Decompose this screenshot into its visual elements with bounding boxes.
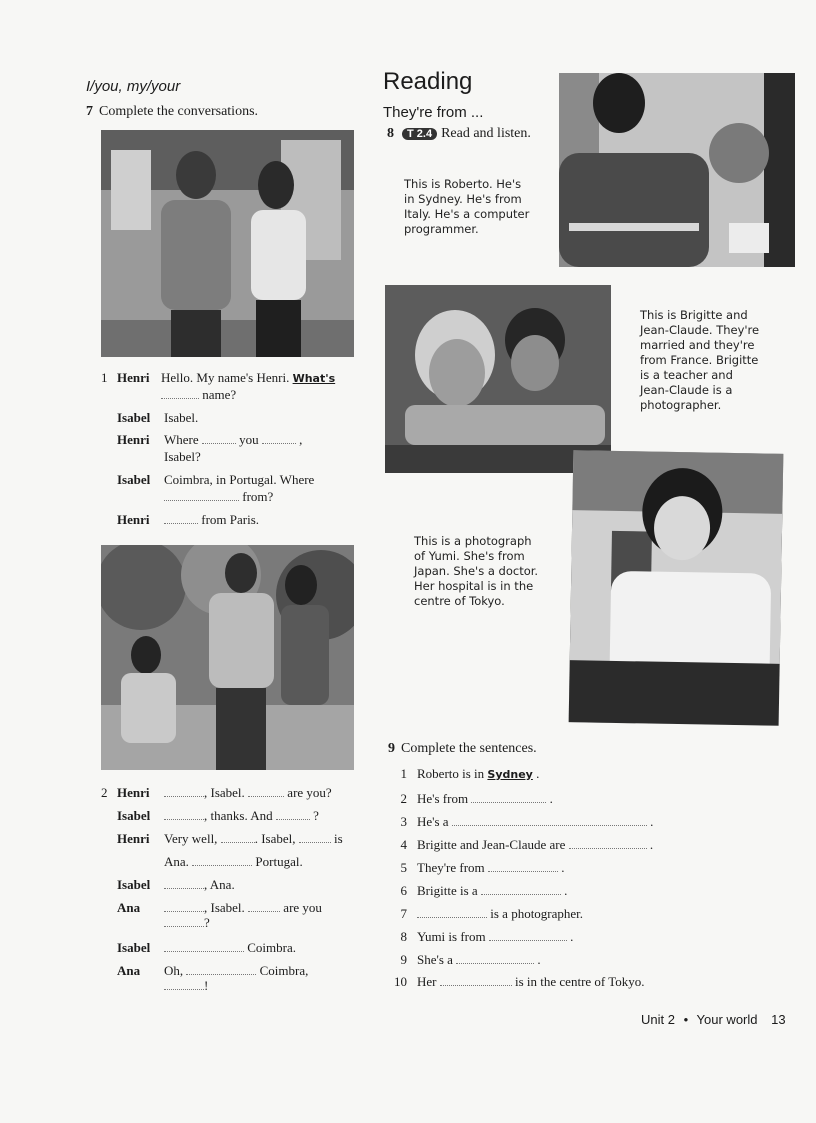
photo-yumi — [569, 450, 784, 726]
line-text: ! — [164, 977, 208, 994]
line-text: ? — [164, 914, 210, 931]
line-text: Where you , — [164, 432, 303, 447]
handwritten-answer: Sydney — [487, 768, 533, 781]
line-text: Very well, . Isabel, is — [164, 831, 343, 846]
exercise-9-instruction: 9 Complete the sentences. — [388, 741, 537, 756]
caption-yumi: This is a photograph of Yumi. She's from Japan. She's a doctor. Her hospital is in the centre of Tokyo. — [414, 534, 539, 608]
speaker: Henri — [117, 831, 150, 846]
page-footer — [641, 1012, 786, 1027]
line-text: Isabel. — [164, 410, 199, 425]
line-text: Hello. My name's Henri. What's — [161, 370, 336, 385]
unit-title: Your world — [696, 1012, 758, 1027]
line-text: Oh, Coimbra, — [164, 963, 309, 978]
photo-henri-isabel-ana — [101, 545, 354, 770]
unit-label: Unit 2 — [641, 1012, 675, 1027]
page-number: 13 — [771, 1012, 786, 1027]
line-text: Coimbra, in Portugal. Where — [164, 472, 315, 487]
exercise-8-instruction: 8 T 2.4 Read and listen. — [387, 126, 531, 141]
line-text: , Isabel. are you? — [164, 784, 332, 801]
conv-number: 1 — [101, 370, 108, 385]
speaker: Henri — [117, 432, 150, 447]
caption-roberto: This is Roberto. He's in Sydney. He's from Italy. He's a computer programmer. — [404, 177, 530, 236]
conv-number: 2 — [101, 785, 108, 800]
line-text: from? — [164, 488, 273, 505]
speaker: Isabel — [117, 940, 151, 955]
photo-brigitte-jean-claude — [385, 285, 611, 473]
exercise-7-instruction: 7 Complete the conversations. — [86, 104, 259, 119]
handwritten-answer: What's — [292, 372, 336, 385]
conversation-2 — [101, 784, 363, 999]
line-text: , thanks. And ? — [164, 807, 319, 824]
speaker: Henri — [117, 785, 150, 800]
line-text: from Paris. — [164, 511, 259, 528]
speaker: Ana — [117, 963, 141, 978]
footer-separator: • — [683, 1012, 689, 1027]
line-text: , Ana. — [164, 876, 235, 893]
sentences-list: 1 Roberto is in Sydney . 2 He's from . 3 He's a . 4 Brigitte and Jean-Claude are . 5 They're from . 6 Brigitte is a . 7 is a photographer. 8 Yumi is from . 9 She's a . 10 Her is in the centre of Tokyo. — [394, 766, 654, 989]
line-text: name? — [161, 386, 236, 403]
section-title: I/you, my/your — [86, 78, 181, 95]
reading-heading: Reading — [383, 68, 473, 95]
speaker: Henri — [117, 512, 150, 527]
line-text: , Isabel. are you — [164, 899, 322, 916]
line-text: Isabel? — [164, 449, 201, 464]
conversation-1 — [101, 369, 361, 539]
caption-brigitte: This is Brigitte and Jean-Claude. They're married and they're from France. Brigitte is a teacher and Jean-Claude is a photographer. — [640, 308, 760, 412]
speaker: Isabel — [117, 808, 151, 823]
reading-subheading: They're from ... — [383, 104, 484, 121]
line-text: Ana. Portugal. — [164, 854, 303, 869]
speaker: Isabel — [117, 472, 151, 487]
photo-henri-isabel — [101, 130, 354, 357]
speaker: Ana — [117, 900, 141, 915]
audio-track-badge[interactable]: T 2.4 — [402, 128, 437, 140]
speaker: Isabel — [117, 877, 151, 892]
photo-roberto — [559, 73, 795, 267]
speaker: Henri — [117, 370, 150, 385]
speaker: Isabel — [117, 410, 151, 425]
line-text: Coimbra. — [164, 939, 296, 956]
